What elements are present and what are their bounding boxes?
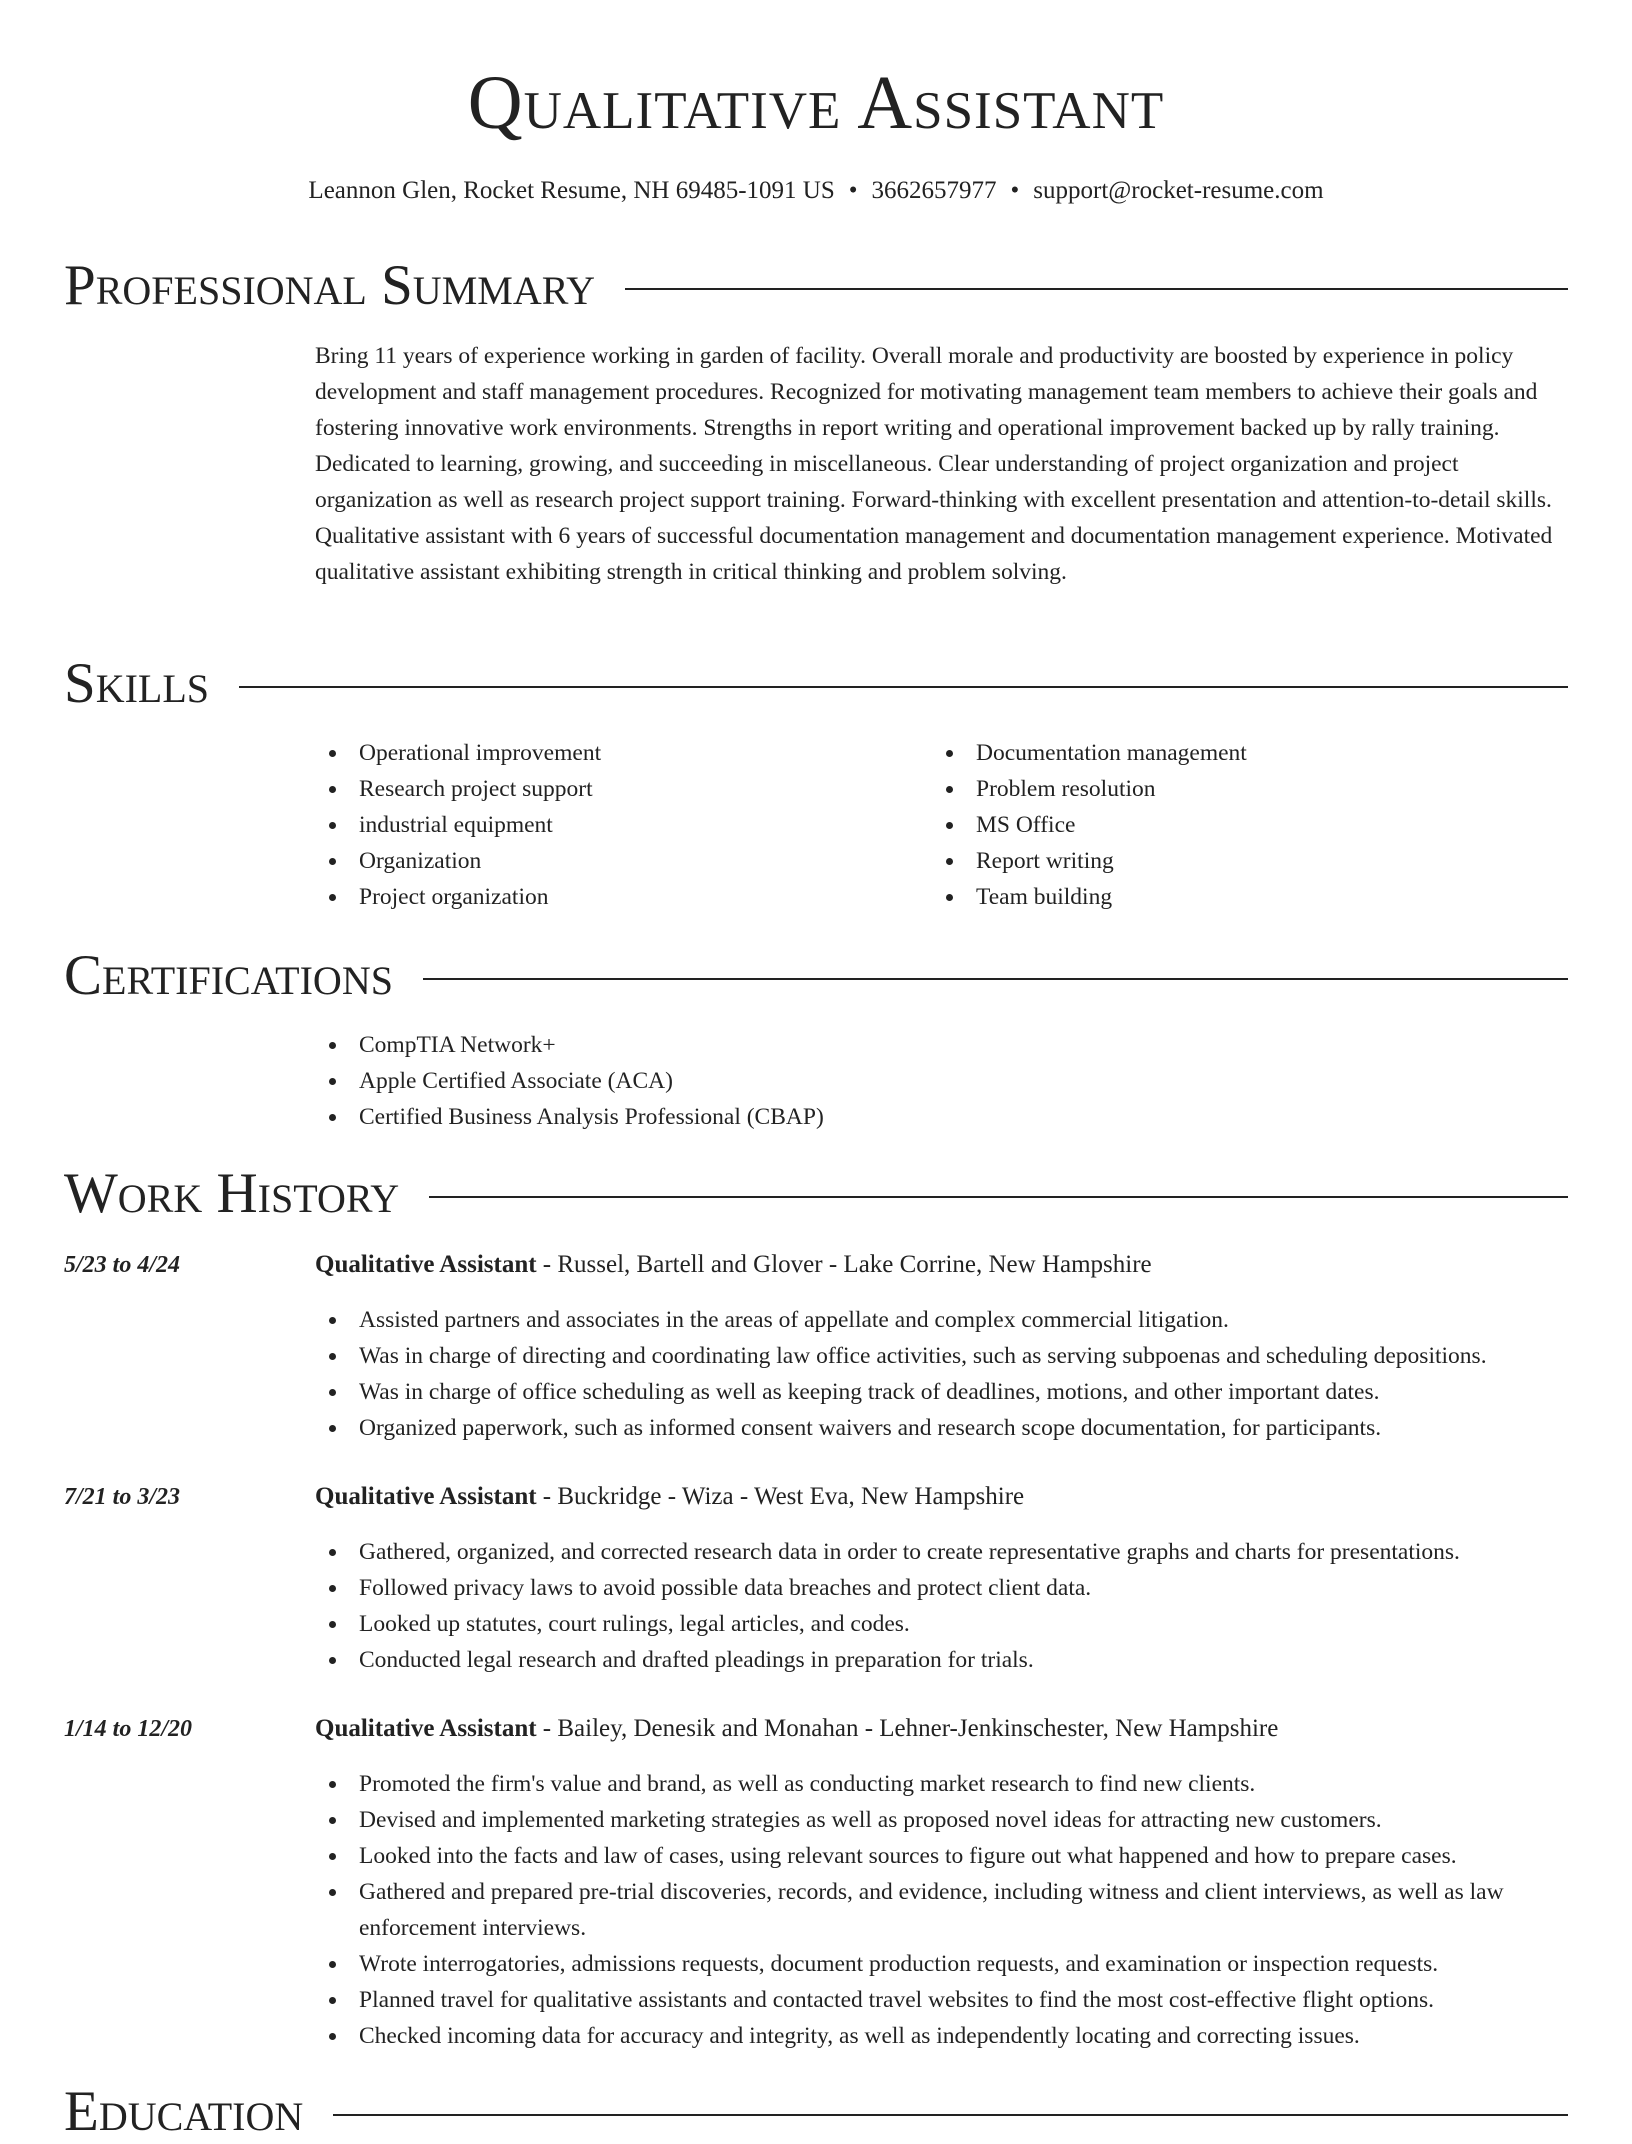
job-title: Qualitative Assistant [315,1483,537,1510]
bullet-icon [329,1114,336,1121]
section-title: Professional Summary [64,254,625,318]
skill-item: industrial equipment [315,807,915,843]
bullet-icon [329,1781,336,1788]
job-duty: Conducted legal research and drafted pleadings in preparation for trials. [315,1642,1570,1678]
bullet-icon [946,858,953,865]
bullet-icon [329,1425,336,1432]
skill-item: Project organization [315,879,915,915]
skills-column-right [932,735,1572,915]
bullet-icon [946,894,953,901]
contact-address: Leannon Glen, Rocket Resume, NH 69485-1091 US [308,177,835,204]
bullet-icon [329,1549,336,1556]
job-title-line [315,1480,1024,1514]
bullet-icon [329,1621,336,1628]
certification-item: Apple Certified Associate (ACA) [315,1063,1565,1099]
section-title: Certifications [64,944,423,1008]
job-title-line [315,1248,1152,1282]
job-duty: Checked incoming data for accuracy and integrity, as well as independently locating and correcting issues. [315,2018,1570,2054]
contact-phone: 3662657977 [871,177,997,204]
summary-section-heading [64,254,1568,318]
contact-separator: • [848,177,858,204]
bullet-icon [329,1317,336,1324]
bullet-icon [329,1353,336,1360]
certification-item: Certified Business Analysis Professional (CBAP) [315,1099,1565,1135]
bullet-icon [329,1889,336,1896]
job-employer: - Bailey, Denesik and Monahan - Lehner-Jenkinschester, New Hampshire [536,1715,1279,1742]
contact-line [0,174,1632,208]
job-dates: 1/14 to 12/20 [64,1716,193,1742]
summary-text: Bring 11 years of experience working in garden of facility. Overall morale and productivity are boosted by experience in policy development and staff management procedures. Recognized for motivating management team members to achieve their goals and fostering innovative work environments. Strengths in report writing and operational improvement backed up by rally training. Dedicated to learning, growing, and succeeding in miscellaneous. Clear understanding of project organization and project organization as well as research project support training. Forward-thinking with excellent presentation and attention-to-detail skills. Qualitative assistant with 6 years of successful documentation management and documentation management experience. Motivated qualitative assistant exhibiting strength in critical thinking and problem solving. [315,343,1553,585]
bullet-icon [329,1961,336,1968]
bullet-icon [329,2033,336,2040]
skill-item: Team building [932,879,1572,915]
skill-item: Operational improvement [315,735,915,771]
bullet-icon [329,1585,336,1592]
job-duty: Wrote interrogatories, admissions requests, document production requests, and examination or inspection requests. [315,1946,1570,1982]
job-title-line [315,1712,1278,1746]
job-dates: 5/23 to 4/24 [64,1252,181,1278]
bullet-icon [329,1078,336,1085]
job-title: Qualitative Assistant [315,1251,537,1278]
skill-item: Organization [315,843,915,879]
job-duty: Was in charge of office scheduling as well as keeping track of deadlines, motions, and other important dates. [315,1374,1570,1410]
skill-item: Documentation management [932,735,1572,771]
bullet-icon [329,858,336,865]
certification-item: CompTIA Network+ [315,1027,1565,1063]
bullet-icon [946,750,953,757]
job-title: Qualitative Assistant [315,1715,537,1742]
skill-item: Report writing [932,843,1572,879]
job-duty: Looked up statutes, court rulings, legal articles, and codes. [315,1606,1570,1642]
job-employer: - Russel, Bartell and Glover - Lake Corrine, New Hampshire [536,1251,1152,1278]
bullet-icon [329,786,336,793]
job-duties [315,1534,1570,1678]
job-duties [315,1302,1570,1446]
job-duty: Followed privacy laws to avoid possible data breaches and protect client data. [315,1570,1570,1606]
contact-separator: • [1010,177,1020,204]
job-duty: Organized paperwork, such as informed consent waivers and research scope documentation, for participants. [315,1410,1570,1446]
education-section-heading [64,2080,1568,2144]
bullet-icon [329,1853,336,1860]
bullet-icon [329,750,336,757]
work-history-section-heading [64,1162,1568,1226]
bullet-icon [329,1657,336,1664]
candidate-name: Qualitative Assistant [467,61,1165,145]
job-duty: Devised and implemented marketing strategies as well as proposed novel ideas for attracting new customers. [315,1802,1570,1838]
certifications-list [315,1027,1565,1135]
section-title: Skills [64,652,239,716]
job-duty: Was in charge of directing and coordinating law office activities, such as serving subpoenas and scheduling depositions. [315,1338,1570,1374]
job-duty: Gathered and prepared pre-trial discoveries, records, and evidence, including witness and client interviews, as well as law enforcement interviews. [315,1874,1570,1946]
bullet-icon [329,1817,336,1824]
job-duty: Looked into the facts and law of cases, using relevant sources to figure out what happened and how to prepare cases. [315,1838,1570,1874]
job-duties [315,1766,1570,2054]
job-employer: - Buckridge - Wiza - West Eva, New Hampshire [536,1483,1025,1510]
bullet-icon [329,1389,336,1396]
job-duty: Planned travel for qualitative assistants and contacted travel websites to find the most cost-effective flight options. [315,1982,1570,2018]
skill-item: MS Office [932,807,1572,843]
bullet-icon [329,822,336,829]
bullet-icon [946,822,953,829]
bullet-icon [329,1042,336,1049]
job-duty: Promoted the firm's value and brand, as well as conducting market research to find new clients. [315,1766,1570,1802]
section-divider [64,686,1568,688]
bullet-icon [329,894,336,901]
bullet-icon [946,786,953,793]
section-title: Work History [64,1162,429,1226]
job-duty: Gathered, organized, and corrected research data in order to create representative graphs and charts for presentations. [315,1534,1570,1570]
skill-item: Problem resolution [932,771,1572,807]
skill-item: Research project support [315,771,915,807]
certifications-section-heading [64,944,1568,1008]
section-title: Education [64,2080,333,2144]
bullet-icon [329,1997,336,2004]
job-duty: Assisted partners and associates in the areas of appellate and complex commercial litigation. [315,1302,1570,1338]
contact-email: support@rocket-resume.com [1033,177,1324,204]
skills-section-heading [64,652,1568,716]
job-dates: 7/21 to 3/23 [64,1484,181,1510]
skills-column-left [315,735,915,915]
